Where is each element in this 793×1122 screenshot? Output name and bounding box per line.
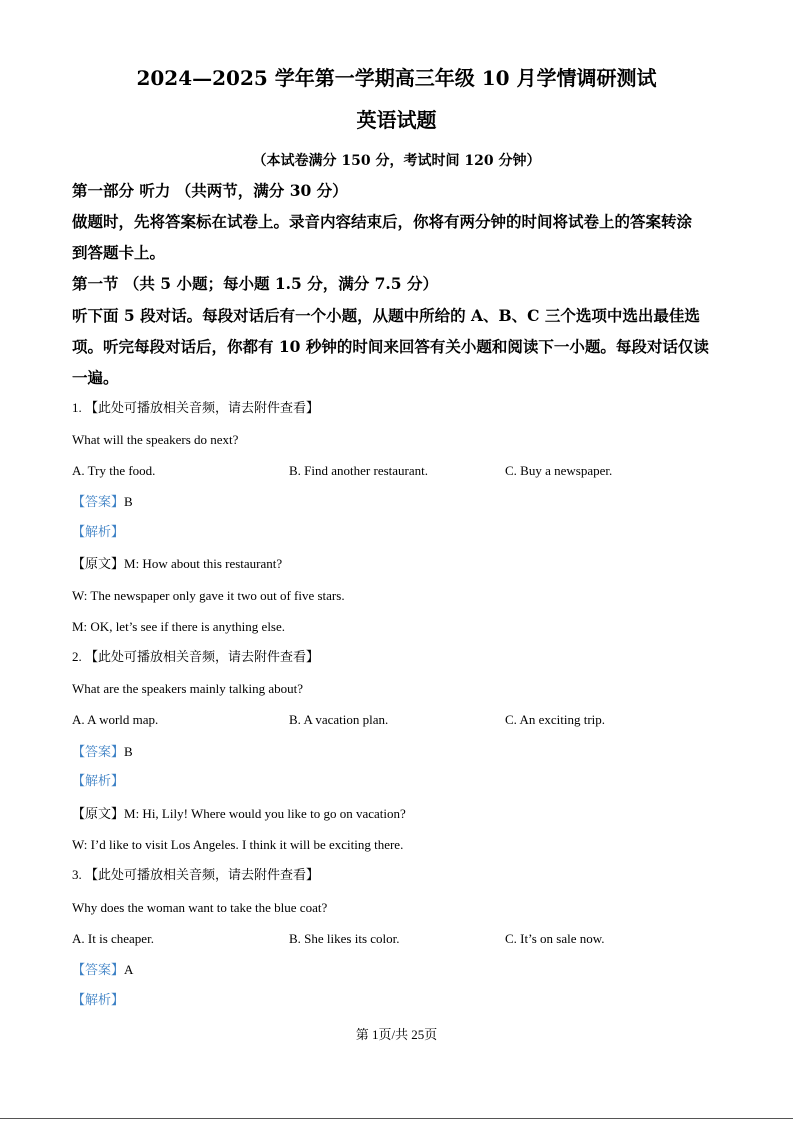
section1-line1: 听下面 5 段对话。每段对话后有一个小题，从题中所给的 A、B、C 三个选项中选出最佳选	[72, 306, 700, 325]
q3-option-a: A. It is cheaper.	[72, 931, 154, 946]
q2-answer	[72, 742, 133, 762]
q3-answer-value: A	[124, 962, 134, 977]
q1-answer-label: 【答案】	[72, 494, 125, 509]
q1-option-c: C. Buy a newspaper.	[505, 463, 613, 478]
q3-option-b: B. She likes its color.	[289, 931, 400, 946]
q3-audio-link[interactable]: 3. 【此处可播放相关音频，请去附件查看】	[72, 867, 320, 882]
section1-line3: 一遍。	[72, 368, 119, 387]
q1-script-text: M: How about this restaurant?	[124, 556, 283, 571]
q2-option-b: B. A vacation plan.	[289, 712, 389, 727]
q2-script-label: 【原文】	[72, 806, 125, 821]
q1-script-line2: W: The newspaper only gave it two out of five stars.	[72, 588, 345, 603]
q1-analysis-label: 【解析】	[72, 524, 125, 539]
exam-title: 2024—2025 学年第一学期高三年级 10 月学情调研测试	[136, 66, 657, 90]
q1-answer	[72, 492, 133, 512]
q1-stem: What will the speakers do next?	[72, 432, 239, 447]
q1-option-b: B. Find another restaurant.	[289, 463, 428, 478]
q2-answer-label: 【答案】	[72, 744, 125, 759]
q2-stem: What are the speakers mainly talking about?	[72, 681, 304, 696]
q3-analysis-label: 【解析】	[72, 992, 125, 1007]
q2-analysis-label: 【解析】	[72, 773, 125, 788]
q3-stem: Why does the woman want to take the blue coat?	[72, 900, 328, 915]
part1-instruction-line2: 到答题卡上。	[72, 243, 166, 262]
q1-script-line1	[72, 554, 282, 574]
q2-script-text: M: Hi, Lily! Where would you like to go on vacation?	[124, 806, 406, 821]
q2-answer-value: B	[124, 744, 133, 759]
q1-audio-link[interactable]: 1. 【此处可播放相关音频，请去附件查看】	[72, 400, 320, 415]
page-footer: 第 1页/共 25页	[355, 1027, 438, 1042]
section1-line2: 项。听完每段对话后，你都有 10 秒钟的时间来回答有关小题和阅读下一小题。每段对话仅读	[72, 337, 709, 356]
q1-script-line3: M: OK, let’s see if there is anything else.	[72, 619, 286, 634]
q1-option-a: A. Try the food.	[72, 463, 156, 478]
q3-answer	[72, 960, 133, 980]
q2-script-line1	[72, 804, 406, 824]
subject-title: 英语试题	[356, 108, 437, 132]
exam-note: （本试卷满分 150 分，考试时间 120 分钟）	[252, 153, 541, 169]
q2-audio-link[interactable]: 2. 【此处可播放相关音频，请去附件查看】	[72, 649, 320, 664]
q1-answer-value: B	[124, 494, 133, 509]
q2-option-c: C. An exciting trip.	[505, 712, 606, 727]
part1-heading: 第一部分 听力 （共两节，满分 30 分）	[72, 181, 348, 200]
page-bottom-divider	[0, 1118, 793, 1119]
section1-heading: 第一节 （共 5 小题；每小题 1.5 分，满分 7.5 分）	[72, 274, 438, 293]
q3-option-c: C. It’s on sale now.	[505, 931, 605, 946]
q1-script-label: 【原文】	[72, 556, 125, 571]
q2-option-a: A. A world map.	[72, 712, 159, 727]
q2-script-line2: W: I’d like to visit Los Angeles. I think it will be exciting there.	[72, 837, 404, 852]
part1-instruction-line1: 做题时，先将答案标在试卷上。录音内容结束后，你将有两分钟的时间将试卷上的答案转涂	[72, 212, 693, 231]
q3-answer-label: 【答案】	[72, 962, 125, 977]
